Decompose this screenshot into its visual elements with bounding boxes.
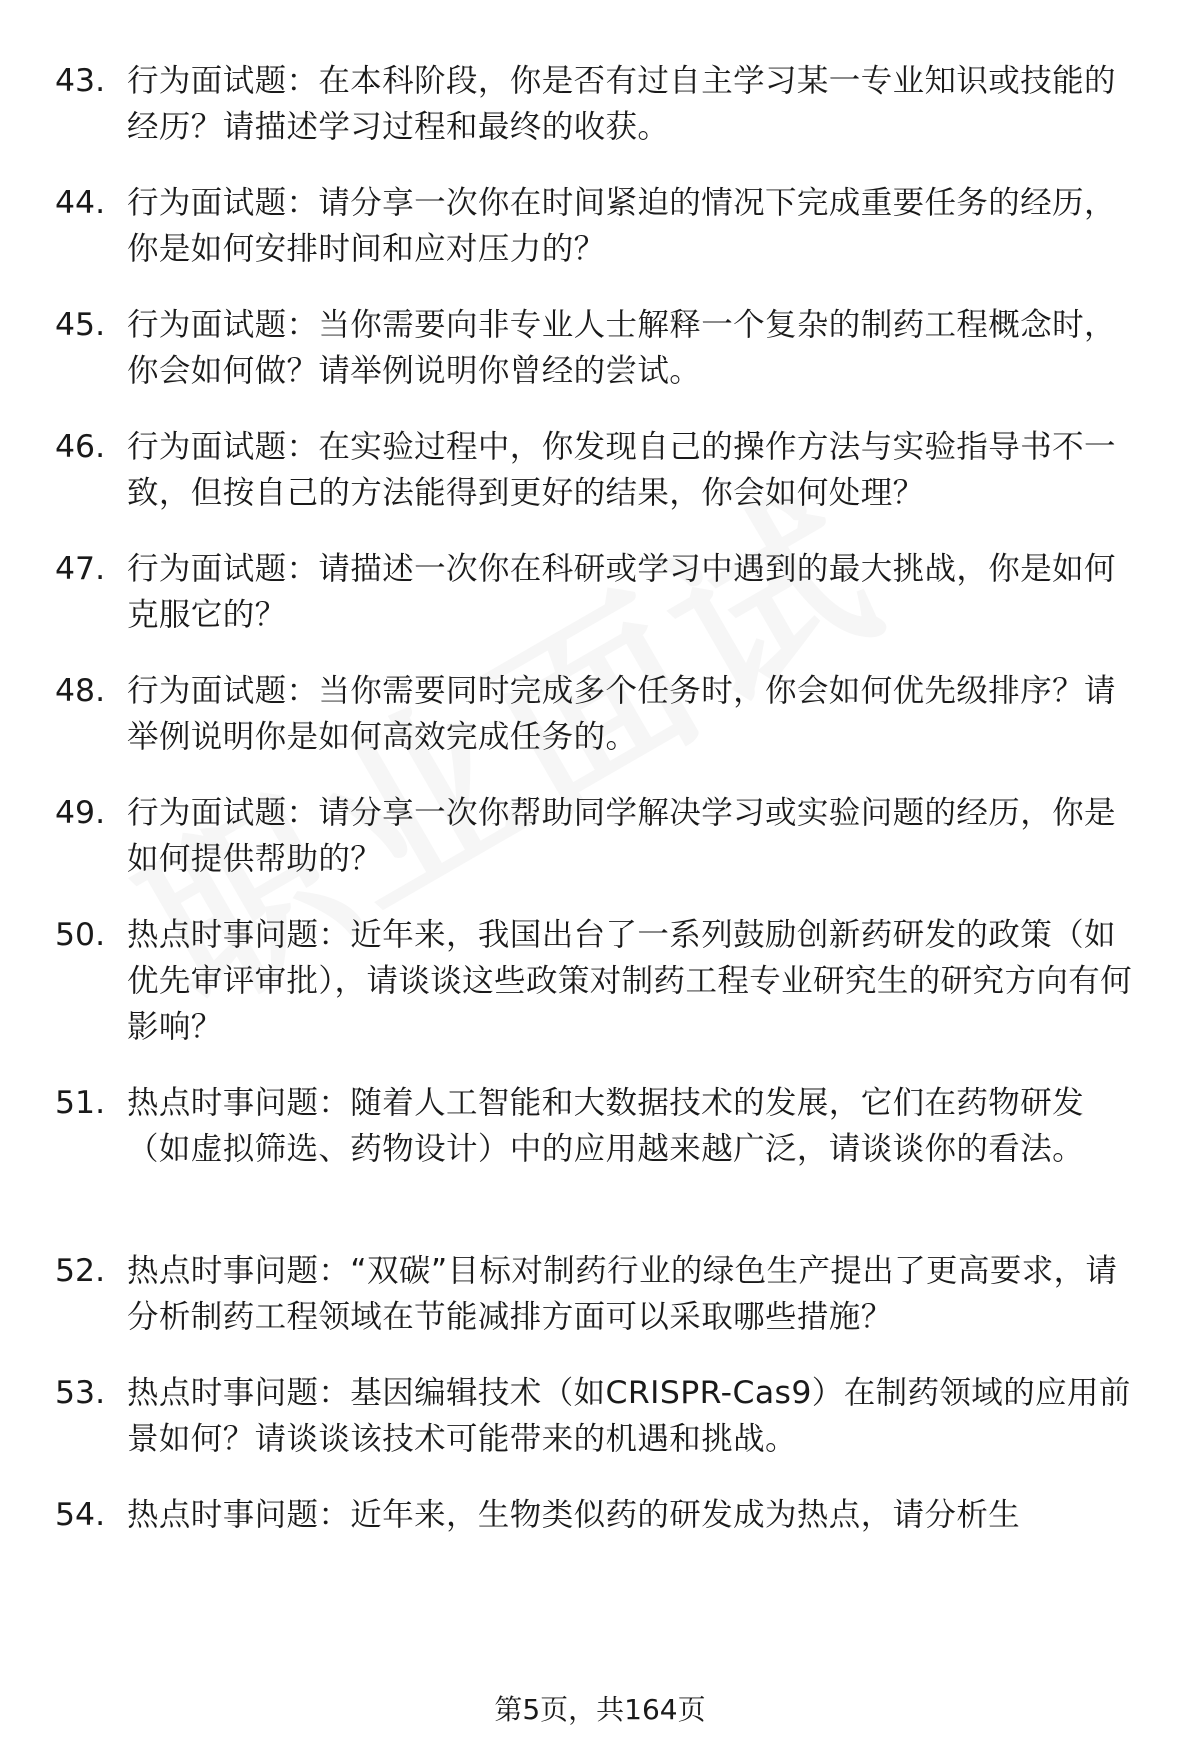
question-item: [55, 1248, 1145, 1370]
question-number: 50.: [55, 917, 106, 953]
question-text: 热点时事问题：近年来，我国出台了一系列鼓励创新药研发的政策（如优先审评审批），请谈谈这些政策对制药工程专业研究生的研究方向有何影响？: [127, 917, 1133, 1045]
question-item: [55, 790, 1145, 912]
question-text: 行为面试题：当你需要向非专业人士解释一个复杂的制药工程概念时，你会如何做？请举例说明你曾经的尝试。: [127, 307, 1116, 389]
question-text: 热点时事问题：随着人工智能和大数据技术的发展，它们在药物研发（如虚拟筛选、药物设计）中的应用越来越广泛，请谈谈你的看法。: [127, 1085, 1085, 1167]
question-text: 行为面试题：在实验过程中，你发现自己的操作方法与实验指导书不一致，但按自己的方法能得到更好的结果，你会如何处理？: [127, 429, 1116, 511]
question-text: 行为面试题：请分享一次你帮助同学解决学习或实验问题的经历，你是如何提供帮助的？: [127, 795, 1116, 877]
question-item: [55, 668, 1145, 790]
question-text: 热点时事问题：基因编辑技术（如CRISPR-Cas9）在制药领域的应用前景如何？请谈谈该技术可能带来的机遇和挑战。: [127, 1375, 1131, 1457]
question-number: 47.: [55, 551, 106, 587]
question-text: 热点时事问题：“双碳”目标对制药行业的绿色生产提出了更高要求，请分析制药工程领域在节能减排方面可以采取哪些措施？: [127, 1253, 1118, 1335]
question-number: 43.: [55, 63, 106, 99]
question-text: 行为面试题：请分享一次你在时间紧迫的情况下完成重要任务的经历，你是如何安排时间和应对压力的？: [127, 185, 1116, 267]
question-number: 51.: [55, 1085, 106, 1121]
question-number: 54.: [55, 1497, 106, 1533]
question-list: [55, 58, 1145, 1552]
question-text: 热点时事问题：近年来，生物类似药的研发成为热点，请分析生: [127, 1497, 1021, 1533]
question-item: [55, 912, 1145, 1080]
question-item: [55, 180, 1145, 302]
question-number: 49.: [55, 795, 106, 831]
question-number: 45.: [55, 307, 106, 343]
question-number: 53.: [55, 1375, 106, 1411]
page-footer: 第5页，共164页: [494, 1693, 706, 1726]
question-text: 行为面试题：请描述一次你在科研或学习中遇到的最大挑战，你是如何克服它的？: [127, 551, 1116, 633]
question-item: [55, 1370, 1145, 1492]
question-number: 48.: [55, 673, 106, 709]
question-item: [55, 1492, 1145, 1552]
question-text: 行为面试题：当你需要同时完成多个任务时，你会如何优先级排序？请举例说明你是如何高效完成任务的。: [127, 673, 1116, 755]
question-item: [55, 302, 1145, 424]
question-number: 52.: [55, 1253, 106, 1289]
question-number: 46.: [55, 429, 106, 465]
question-number: 44.: [55, 185, 106, 221]
question-item: [55, 424, 1145, 546]
question-item: [55, 546, 1145, 668]
question-item: [55, 58, 1145, 180]
question-item: [55, 1080, 1145, 1248]
question-text: 行为面试题：在本科阶段，你是否有过自主学习某一专业知识或技能的经历？请描述学习过程和最终的收获。: [127, 63, 1116, 145]
